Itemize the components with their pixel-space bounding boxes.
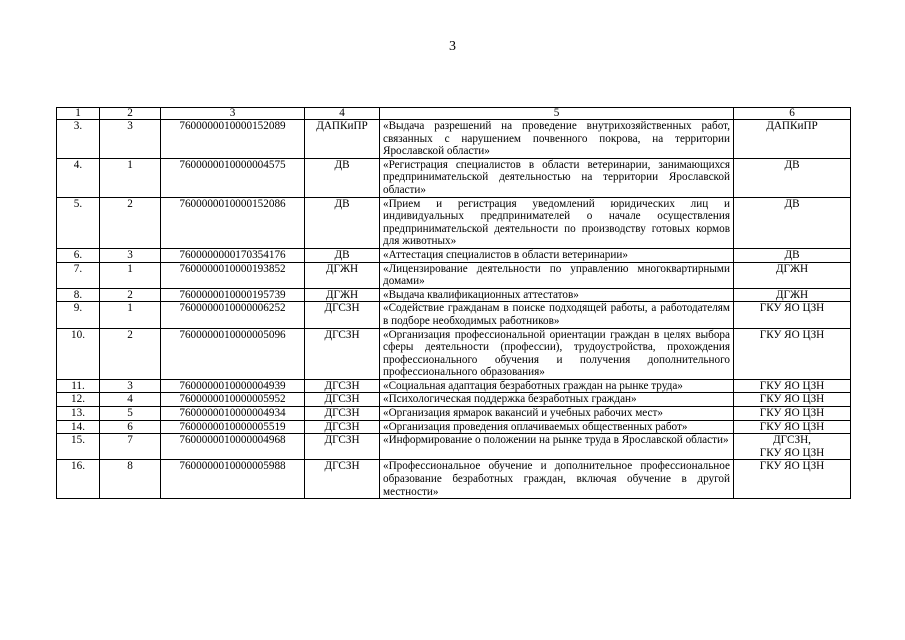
service-code-cell: 7600000010000004575 [161, 158, 305, 197]
department-cell: ДГСЗН [305, 393, 380, 407]
department-cell: ДГСЗН [305, 420, 380, 434]
department-cell: ДАПКиПР [305, 120, 380, 159]
executor-line: ГКУ ЯО ЦЗН [759, 407, 825, 420]
department-cell: ДГСЗН [305, 434, 380, 460]
table-row [57, 328, 851, 379]
table-row [57, 158, 851, 197]
service-code-cell: 7600000010000004939 [161, 379, 305, 393]
service-name-cell: «Регистрация специалистов в области ветеринарии, занимающихся предпринимательской деятельностью на территории Ярославской области» [380, 158, 734, 197]
services-table [56, 107, 851, 499]
department-cell: ДГСЗН [305, 328, 380, 379]
column-header: 6 [734, 108, 851, 120]
sub-number-cell: 1 [100, 262, 161, 288]
sub-number-cell: 1 [100, 158, 161, 197]
service-code-cell: 7600000010000152086 [161, 197, 305, 248]
executor-cell [734, 158, 851, 197]
service-code-cell: 7600000010000005096 [161, 328, 305, 379]
executor-cell [734, 393, 851, 407]
table-row [57, 302, 851, 328]
executor-cell [734, 420, 851, 434]
table-row [57, 120, 851, 159]
executor-line: ГКУ ЯО ЦЗН [759, 446, 825, 459]
table-row [57, 262, 851, 288]
table-row [57, 197, 851, 248]
service-name-cell: «Организация ярмарок вакансий и учебных рабочих мест» [380, 407, 734, 421]
row-number-cell: 16. [57, 460, 100, 499]
executor-line: ГКУ ЯО ЦЗН [759, 302, 825, 315]
department-cell: ДГЖН [305, 288, 380, 302]
service-code-cell: 7600000010000005952 [161, 393, 305, 407]
executor-line: ДГЖН [775, 288, 809, 301]
service-code-cell: 7600000010000005519 [161, 420, 305, 434]
department-cell: ДГСЗН [305, 407, 380, 421]
sub-number-cell: 3 [100, 248, 161, 262]
row-number-cell: 13. [57, 407, 100, 421]
page-number: 3 [449, 39, 456, 54]
service-name-cell: «Социальная адаптация безработных граждан на рынке труда» [380, 379, 734, 393]
executor-cell [734, 328, 851, 379]
sub-number-cell: 1 [100, 302, 161, 328]
sub-number-cell: 3 [100, 379, 161, 393]
executor-cell [734, 288, 851, 302]
table-header-row [57, 108, 851, 120]
column-header: 3 [161, 108, 305, 120]
service-name-cell: «Аттестация специалистов в области ветеринарии» [380, 248, 734, 262]
service-name-cell: «Прием и регистрация уведомлений юридических лиц и индивидуальных предпринимателей о начале осуществления предпринимательской деятельности по производству готовых кормов для животных» [380, 197, 734, 248]
executor-cell [734, 407, 851, 421]
sub-number-cell: 7 [100, 434, 161, 460]
sub-number-cell: 2 [100, 328, 161, 379]
executor-line: ДГЖН [775, 262, 809, 275]
row-number-cell: 4. [57, 158, 100, 197]
row-number-cell: 5. [57, 197, 100, 248]
department-cell: ДВ [305, 197, 380, 248]
sub-number-cell: 8 [100, 460, 161, 499]
department-cell: ДГСЗН [305, 302, 380, 328]
executor-line: ГКУ ЯО ЦЗН [759, 393, 825, 406]
department-cell: ДГСЗН [305, 460, 380, 499]
row-number-cell: 10. [57, 328, 100, 379]
service-name-cell: «Выдача квалификационных аттестатов» [380, 288, 734, 302]
executor-cell [734, 434, 851, 460]
service-name-cell: «Содействие гражданам в поиске подходящей работы, а работодателям в подборе необходимых работников» [380, 302, 734, 328]
executor-line: ДВ [784, 197, 800, 210]
row-number-cell: 12. [57, 393, 100, 407]
table-row [57, 420, 851, 434]
department-cell: ДВ [305, 158, 380, 197]
service-code-cell: 7600000010000004934 [161, 407, 305, 421]
row-number-cell: 8. [57, 288, 100, 302]
department-cell: ДГСЗН [305, 379, 380, 393]
table-row [57, 379, 851, 393]
service-code-cell: 7600000010000193852 [161, 262, 305, 288]
executor-line: ДВ [784, 158, 800, 171]
service-name-cell: «Профессиональное обучение и дополнительное профессиональное образование безработных граждан, включая обучение в другой местности» [380, 460, 734, 499]
executor-line: ДАПКиПР [766, 120, 818, 132]
executor-cell [734, 460, 851, 499]
table-row [57, 288, 851, 302]
service-code-cell: 7600000010000005988 [161, 460, 305, 499]
sub-number-cell: 5 [100, 407, 161, 421]
column-header: 1 [57, 108, 100, 120]
executor-line: ГКУ ЯО ЦЗН [759, 379, 825, 392]
sub-number-cell: 2 [100, 288, 161, 302]
executor-line: ГКУ ЯО ЦЗН [759, 420, 825, 433]
row-number-cell: 11. [57, 379, 100, 393]
table-row [57, 393, 851, 407]
row-number-cell: 9. [57, 302, 100, 328]
executor-cell [734, 379, 851, 393]
column-header: 5 [380, 108, 734, 120]
sub-number-cell: 4 [100, 393, 161, 407]
sub-number-cell: 3 [100, 120, 161, 159]
sub-number-cell: 6 [100, 420, 161, 434]
service-code-cell: 7600000010000195739 [161, 288, 305, 302]
sub-number-cell: 2 [100, 197, 161, 248]
table-row [57, 248, 851, 262]
service-code-cell: 7600000010000152089 [161, 120, 305, 159]
executor-line: ДГСЗН, [773, 434, 811, 447]
row-number-cell: 14. [57, 420, 100, 434]
table-row [57, 434, 851, 460]
executor-cell [734, 262, 851, 288]
service-name-cell: «Выдача разрешений на проведение внутрихозяйственных работ, связанных с нарушением почвенного покрова, на территории Ярославской области» [380, 120, 734, 159]
service-code-cell: 7600000010000006252 [161, 302, 305, 328]
column-header: 4 [305, 108, 380, 120]
row-number-cell: 3. [57, 120, 100, 159]
row-number-cell: 6. [57, 248, 100, 262]
row-number-cell: 7. [57, 262, 100, 288]
department-cell: ДВ [305, 248, 380, 262]
executor-line: ГКУ ЯО ЦЗН [759, 328, 825, 341]
table-row [57, 407, 851, 421]
table-row [57, 460, 851, 499]
service-name-cell: «Лицензирование деятельности по управлению многоквартирными домами» [380, 262, 734, 288]
executor-cell [734, 302, 851, 328]
service-name-cell: «Психологическая поддержка безработных граждан» [380, 393, 734, 407]
service-name-cell: «Организация проведения оплачиваемых общественных работ» [380, 420, 734, 434]
executor-cell [734, 197, 851, 248]
executor-line: ДВ [784, 248, 800, 261]
department-cell: ДГЖН [305, 262, 380, 288]
executor-cell [734, 120, 851, 159]
service-name-cell: «Организация профессиональной ориентации граждан в целях выбора сферы деятельности (профессии), трудоустройства, прохождения профессионального обучения и получения дополнительного профессионального образования» [380, 328, 734, 379]
service-name-cell: «Информирование о положении на рынке труда в Ярославской области» [380, 434, 734, 460]
column-header: 2 [100, 108, 161, 120]
service-code-cell: 7600000000170354176 [161, 248, 305, 262]
row-number-cell: 15. [57, 434, 100, 460]
executor-line: ГКУ ЯО ЦЗН [759, 460, 825, 473]
executor-cell [734, 248, 851, 262]
service-code-cell: 7600000010000004968 [161, 434, 305, 460]
